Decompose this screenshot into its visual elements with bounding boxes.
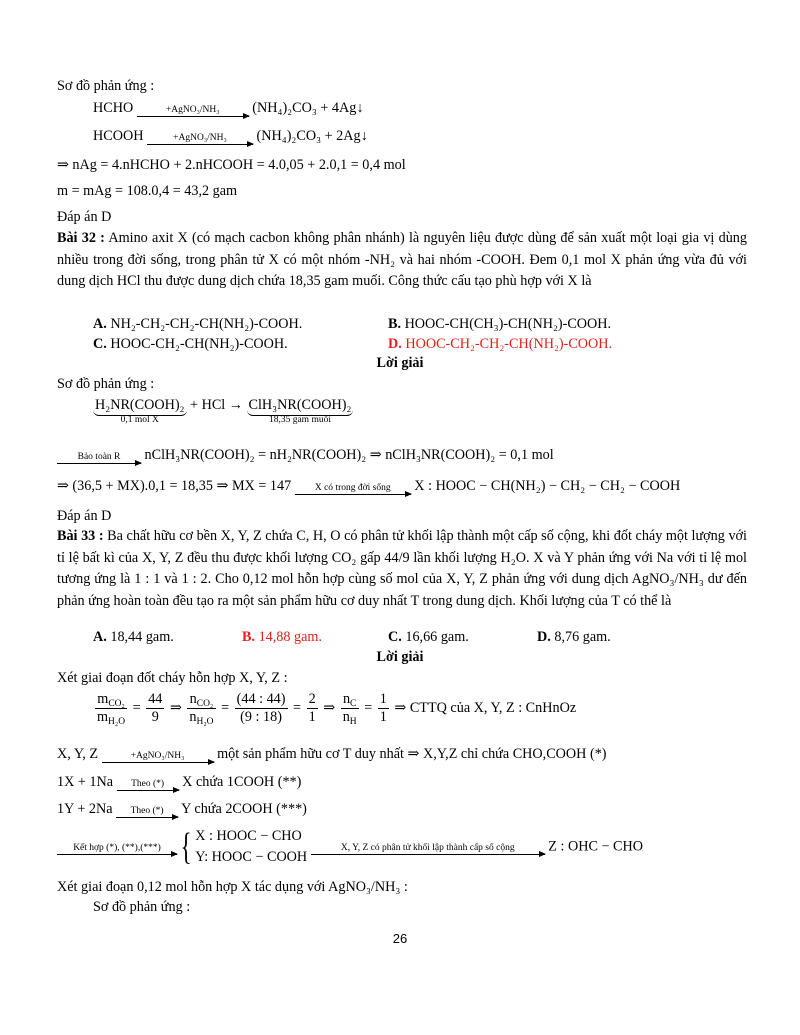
reaction-2 (93, 128, 368, 145)
x-formula: X : HOOC − CH(NH₂) − CH₂ − CH₂ − COOH (414, 478, 681, 494)
reaction-scheme-heading: Sơ đồ phản ứng : (57, 376, 155, 392)
calc-silver-mol: ⇒ nAg = 4.nHCHO + 2.nHCOOH = 4.0,05 + 2.0,1 = 0,4 mol (57, 157, 406, 173)
reaction-arrow: +AgNO₃/NH₃ (137, 105, 249, 117)
stage-2-heading: Xét giai đoạn 0,12 mol hỗn hợp X tác dụng với AgNO₃/NH₃ : (57, 879, 408, 895)
reactant-hcooh: HCOOH (93, 128, 144, 144)
reaction-arrow: Theo (*) (117, 779, 179, 791)
question-32-title: Bài 32 : (57, 230, 105, 246)
silver-mirror-reaction: X, Y, Z +AgNO₃/NH₃ một sản phẩm hữu cơ T duy nhất ⇒ X,Y,Z chỉ chứa CHO,COOH (*) (57, 746, 607, 762)
reactant-x: H₂NR(COOH)₂ 0,1 mol X (95, 397, 185, 425)
option-33-c: C. 16,66 gam. (388, 629, 469, 645)
reaction-1 (93, 100, 363, 117)
reaction-arrow: Theo (*) (116, 806, 178, 818)
option-33-a: A. 18,44 gam. (93, 629, 174, 645)
option-33-b-correct: B. 14,88 gam. (242, 629, 323, 645)
option-32-b: B. HOOC-CH(CH₃)-CH(NH₂)-COOH. (388, 316, 612, 332)
option-32-a: A. NH₂-CH₂-CH₂-CH(NH₂)-COOH. (93, 316, 303, 332)
sodium-reaction-y: 1Y + 2Na Theo (*) Y chứa 2COOH (***) (57, 801, 307, 817)
product-1: (NH₄)₂CO₃ + 4Ag↓ (252, 100, 364, 116)
conservation-arrow: Bảo toàn R (57, 452, 141, 464)
reaction-scheme-heading: Sơ đồ phản ứng : (57, 78, 155, 94)
combustion-heading: Xét giai đoạn đốt cháy hỗn hợp X, Y, Z : (57, 670, 288, 686)
reaction-hcl (93, 397, 353, 427)
option-32-d-correct: D. HOOC-CH₂-CH₂-CH(NH₂)-COOH. (388, 336, 613, 352)
solution-heading-33: Lời giải (376, 649, 424, 665)
answer-32: Đáp án D (57, 508, 112, 524)
mx-equation: ⇒ (36,5 + MX).0,1 = 18,35 ⇒ MX = 147 (57, 478, 292, 494)
answer-31: Đáp án D (57, 209, 112, 225)
question-33-title: Bài 33 : (57, 528, 104, 544)
solution-heading-32: Lời giải (376, 355, 424, 371)
combine-arrow: Kết hợp (*), (**),(***) (57, 843, 177, 855)
reactant-hcho: HCHO (93, 100, 134, 116)
option-33-d: D. 8,76 gam. (537, 629, 611, 645)
reaction-arrow: +AgNO₃/NH₃ (147, 133, 253, 145)
calc-silver-mass: m = mAg = 108.0,4 = 43,2 gam (57, 183, 238, 199)
mol-equation: nClH₃NR(COOH)₂ = nH₂NR(COOH)₂ ⇒ nClH₃NR(COOH)₂ = 0,1 mol (144, 447, 554, 463)
plus-hcl: + HCl → (190, 397, 243, 413)
page-number: 26 (392, 931, 408, 946)
mol-conservation (57, 447, 554, 464)
reaction-arrow: +AgNO₃/NH₃ (102, 751, 214, 763)
general-formula: ⇒ CTTQ của X, Y, Z : CnHnOz (394, 700, 577, 716)
question-33-text: Ba chất hữu cơ bền X, Y, Z chứa C, H, O có phân tử khối lập thành một cấp số cộng, khi đốt cháy một lượng với tỉ lệ bất kì của X, Y, Z đều thu được khối lượng CO₂ gấp 44/9 lần khối lượng H₂O. X và Y phản ứng với Na với tỉ lệ mol tương ứng là 1 : 1 và 1 : 2. Cho 0,12 mol hỗn hợp cùng số mol của X, Y, Z phản ứng với dung dịch AgNO₃/NH₃ dư đến phản ứng hoàn toàn đều tạo ra một sản phẩm hữu cơ duy nhất T trong dung dịch. Khối lượng của T có thể là (57, 528, 747, 609)
reaction-scheme-heading: Sơ đồ phản ứng : (93, 899, 191, 915)
question-32-text: Amino axit X (có mạch cacbon không phân nhánh) là nguyên liệu được dùng để sản xuất một loại gia vị dùng nhiều trong đời sống, trong phân tử X có một nhóm -NH₂ và hai nhóm -COOH. Đem 0,1 mol X phản ứng vừa đủ với dung dịch HCl thu được dung dịch chứa 18,35 gam muối. Công thức cấu tạo phù hợp với X là (57, 230, 747, 289)
mass-ratio-derivation: $\frac{m_{CO_2}}{m_{H_2O}}$ = $\frac{44}{9}$ ⇒ $\frac{n_{CO_2}}{n_{H_2O}}$ = $\frac{(44 : 44)}{(9 : 18)}$ = $\frac{2}{1}$ ⇒ $\frac{n_C}{n_H}$ = $\frac{1}{1}$ ⇒ CTTQ của X, Y, Z : CnHnOz (97, 691, 577, 728)
y-formula: Y: HOOC − COOH (195, 849, 308, 865)
sodium-reaction-x: 1X + 1Na Theo (*) X chứa 1COOH (**) (57, 774, 302, 790)
option-32-c: C. HOOC-CH₂-CH(NH₂)-COOH. (93, 336, 288, 352)
question-32 (57, 228, 747, 293)
product-salt: ClH₃NR(COOH)₂ 18,35 gam muối (248, 397, 352, 425)
life-arrow: X có trong đời sống (295, 483, 411, 495)
arithmetic-arrow: X, Y, Z có phân tử khối lập thành cấp số cộng (311, 843, 545, 855)
question-33 (57, 526, 747, 612)
combined-deduction: Kết hợp (*), (**),(***) { X : HOOC − CHO Y: HOOC − COOH X, Y, Z có phân tử khối lập thành cấp số cộng Z : OHC − CHO (57, 826, 643, 868)
z-formula: Z : OHC − CHO (548, 838, 643, 855)
x-formula: X : HOOC − CHO (195, 828, 302, 844)
product-2: (NH₄)₂CO₃ + 2Ag↓ (256, 128, 368, 144)
molar-mass-calc (57, 478, 680, 495)
